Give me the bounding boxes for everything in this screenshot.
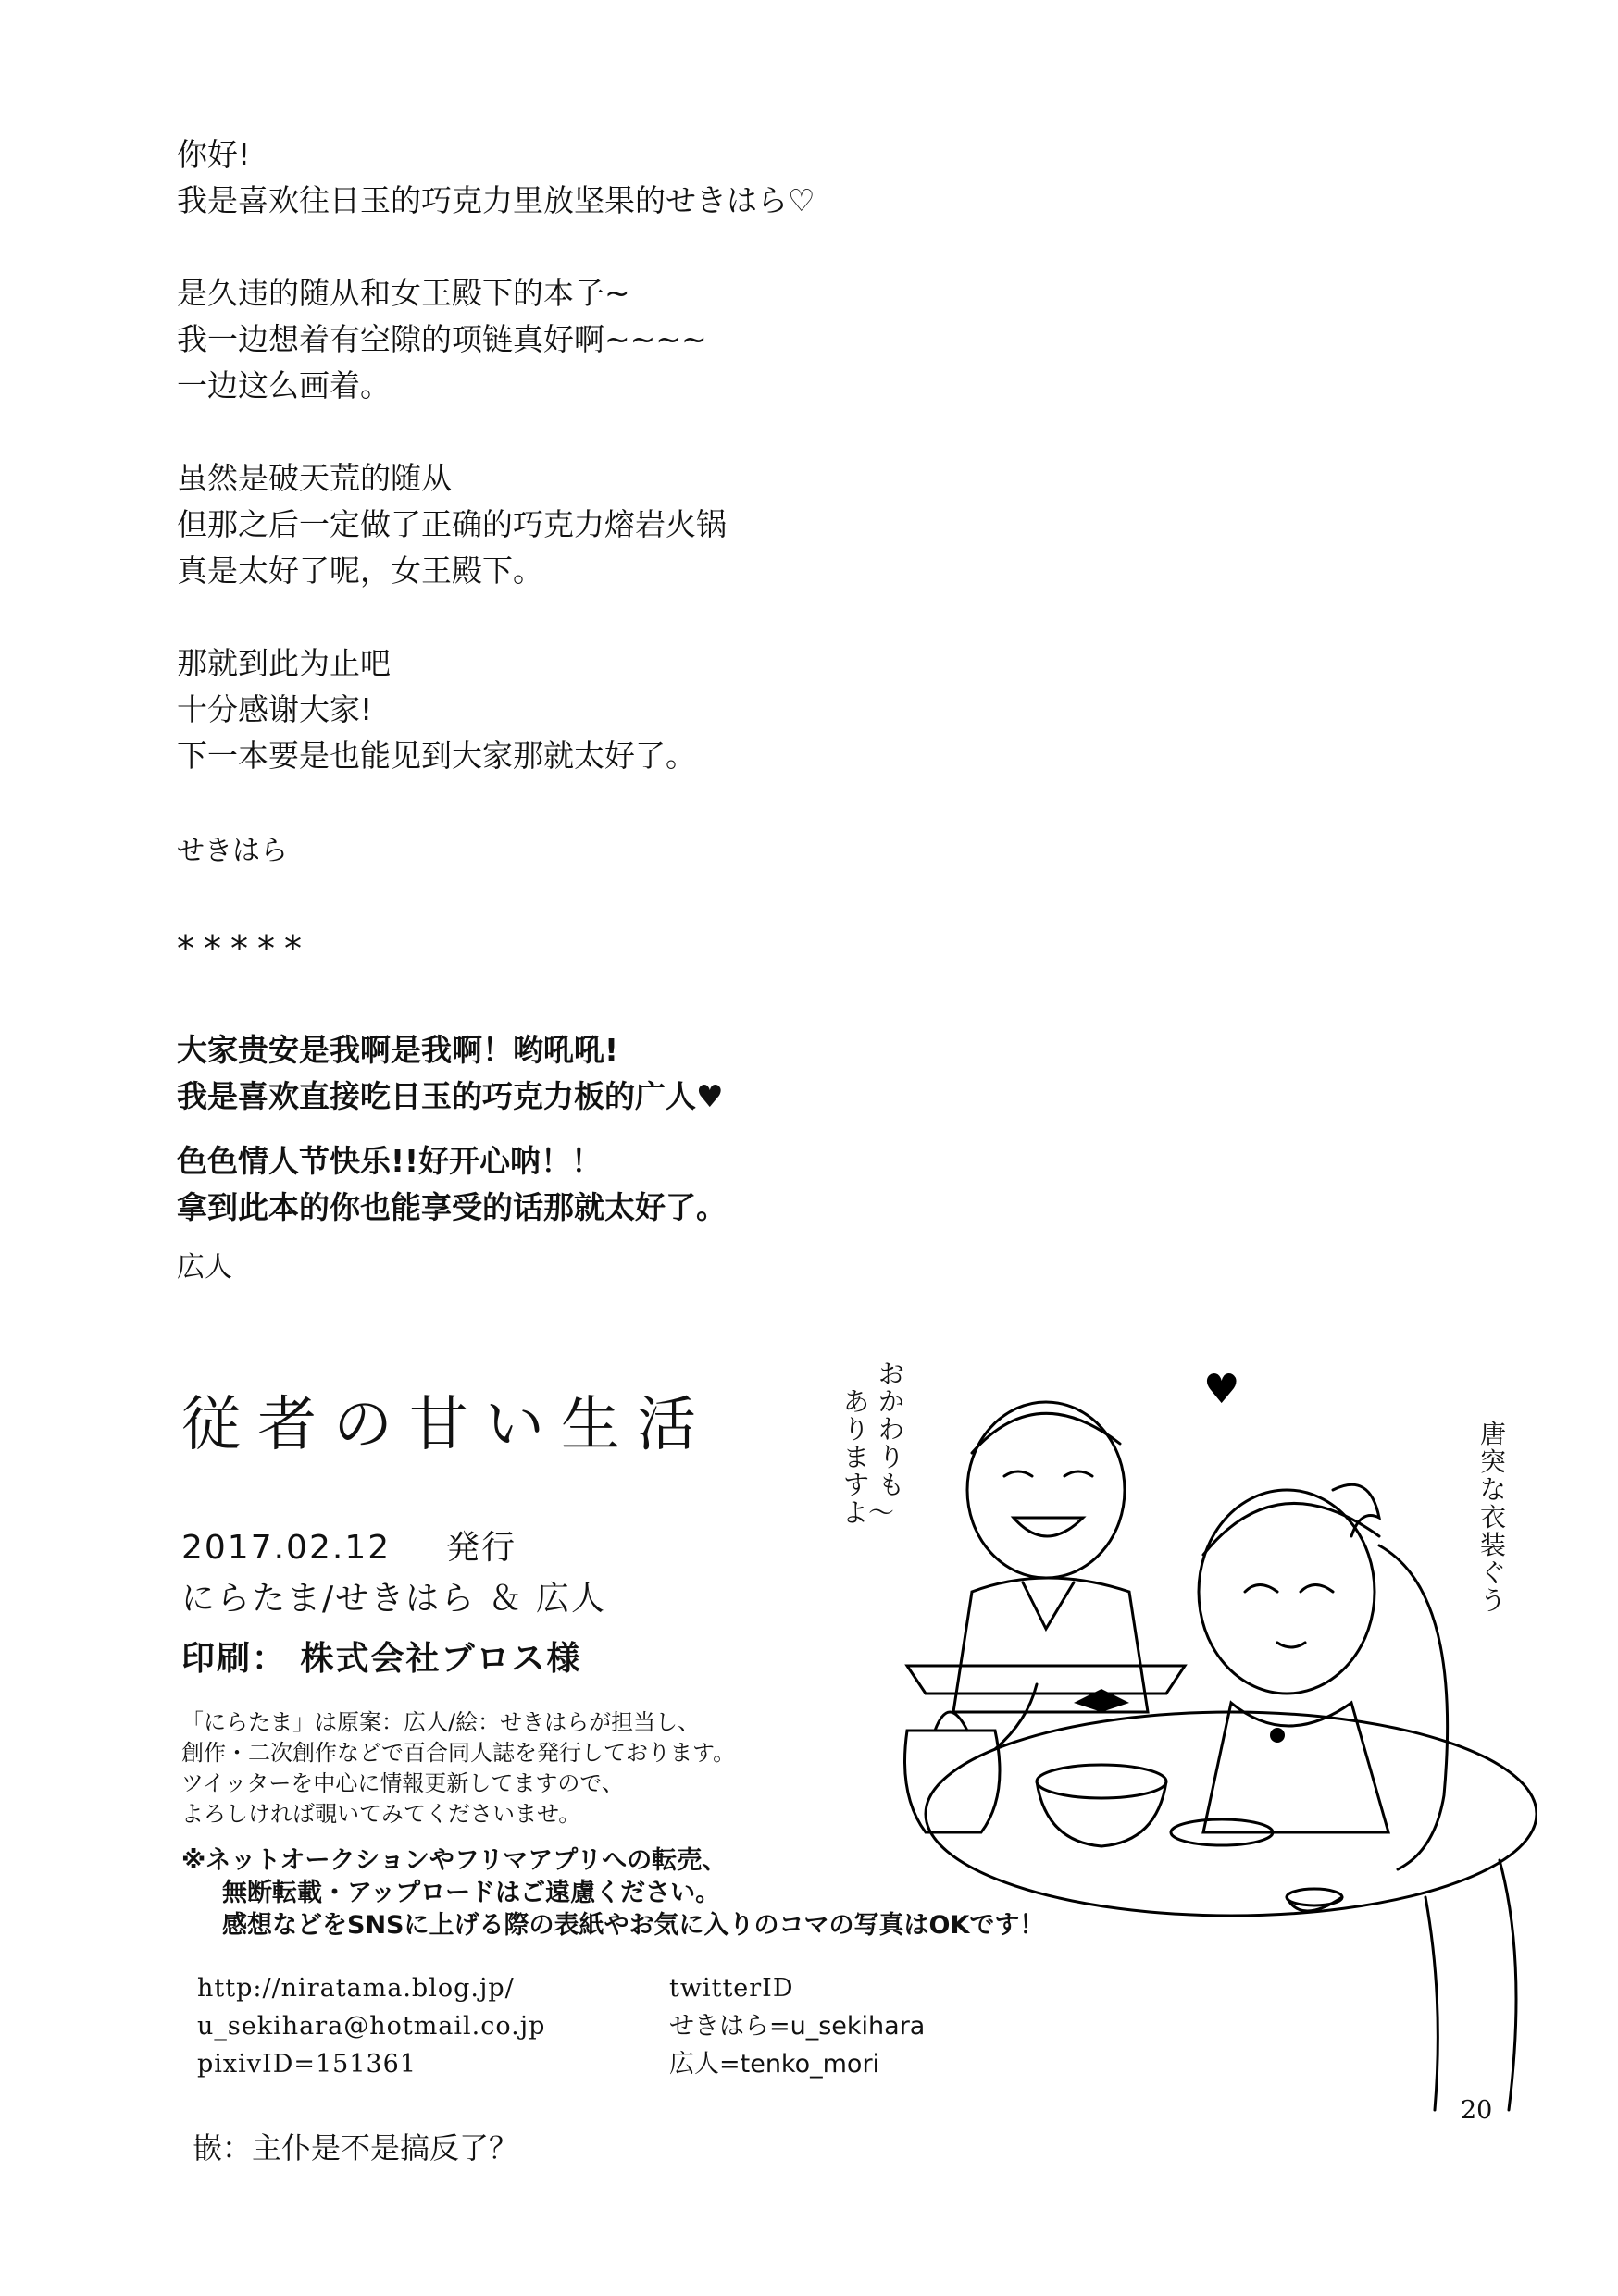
text-line: 你好! [177, 136, 251, 172]
twitter-account: 広人=tenko_mori [669, 2050, 880, 2079]
page-number: 20 [1461, 2096, 1493, 2125]
warning-line: 感想などをSNSに上げる際の表紙やお気に入りのコマの写真はOKです！ [222, 1911, 1045, 1940]
email: u_sekihara@hotmail.co.jp [197, 2012, 546, 2041]
illustration-butler-and-queen [796, 1314, 1537, 2119]
publish-date: 2017.02.12 [181, 1529, 392, 1567]
blank-line [177, 594, 815, 640]
note-line: よろしければ覗いてみてくださいませ。 [181, 1801, 581, 1827]
twitter-account: せきはら=u_sekihara [669, 2012, 926, 2041]
publish-label: 発行 [446, 1529, 517, 1567]
authors: にらたま/せきはら ＆ 広人 [181, 1580, 607, 1618]
warning-line: 無断転載・アップロードはご遠慮ください。 [222, 1879, 721, 1907]
text-line: 我是喜欢往日玉的巧克力里放坚果的せきはら♡ [177, 182, 815, 218]
publish-date-line [181, 1527, 517, 1570]
text-line: 是久违的随从和女王殿下的本子~ [177, 275, 630, 311]
warning-line: ※ネットオークションやフリマアプリへの転売、 [181, 1846, 728, 1875]
text-line: 色色情人节快乐!!好开心呐！！ [177, 1143, 603, 1179]
note-line: 創作・二次創作などで百合同人誌を発行しております。 [181, 1740, 736, 1766]
text-line: 一边这么画着。 [177, 367, 391, 403]
text-line: 那就到此为止吧 [177, 645, 391, 681]
afterword-hirohito [177, 1027, 727, 1231]
text-line: 大家贵安是我啊是我啊！哟吼吼! [177, 1032, 619, 1068]
text-line: 十分感谢大家! [177, 691, 373, 727]
circle-notes [181, 1707, 735, 1830]
afterword-sekihara [177, 131, 815, 779]
blank-line [177, 1120, 727, 1138]
blank-line [177, 224, 815, 270]
twitter-heading: twitterID [669, 1974, 794, 2003]
speech-butler-1: おかわりも [877, 1359, 904, 1500]
note-line: 「にらたま」は原案：広人/絵：せきはらが担当し、 [181, 1709, 701, 1735]
blank-line [177, 409, 815, 455]
heart-icon: ♥ [1203, 1366, 1240, 1413]
blog-url: http://niratama.blog.jp/ [197, 1974, 515, 2003]
contact-links [197, 1969, 545, 2083]
speech-butler-2: ありますよ〜 [842, 1386, 895, 1528]
text-line: 但那之后一定做了正确的巧克力熔岩火锅 [177, 506, 727, 542]
book-title: 従者の甘い生活 [181, 1391, 713, 1459]
signature-hirohito: 広人 [177, 1251, 232, 1284]
pixiv-id: pixivID=151361 [197, 2050, 417, 2079]
translator-note: 嵌：主仆是不是搞反了？ [193, 2130, 519, 2166]
text-line: 我一边想着有空隙的项链真好啊~~~~ [177, 321, 707, 357]
note-line: ツイッターを中心に情報更新してますので、 [181, 1770, 624, 1796]
text-line: 拿到此本的你也能享受的话那就太好了。 [177, 1189, 727, 1225]
separator-stars: ***** [177, 928, 311, 969]
printer: 印刷： 株式会社ブロス様 [181, 1640, 582, 1678]
signature-sekihara: せきはら [177, 835, 288, 867]
text-line: 虽然是破天荒的随从 [177, 460, 452, 496]
text-line: 下一本要是也能见到大家那就太好了。 [177, 738, 696, 774]
text-line: 真是太好了呢，女王殿下。 [177, 552, 543, 589]
text-line: 我是喜欢直接吃日玉的巧克力板的广人♥ [177, 1078, 724, 1114]
speech-queen: 唐突な衣装ぐう [1479, 1419, 1506, 1616]
